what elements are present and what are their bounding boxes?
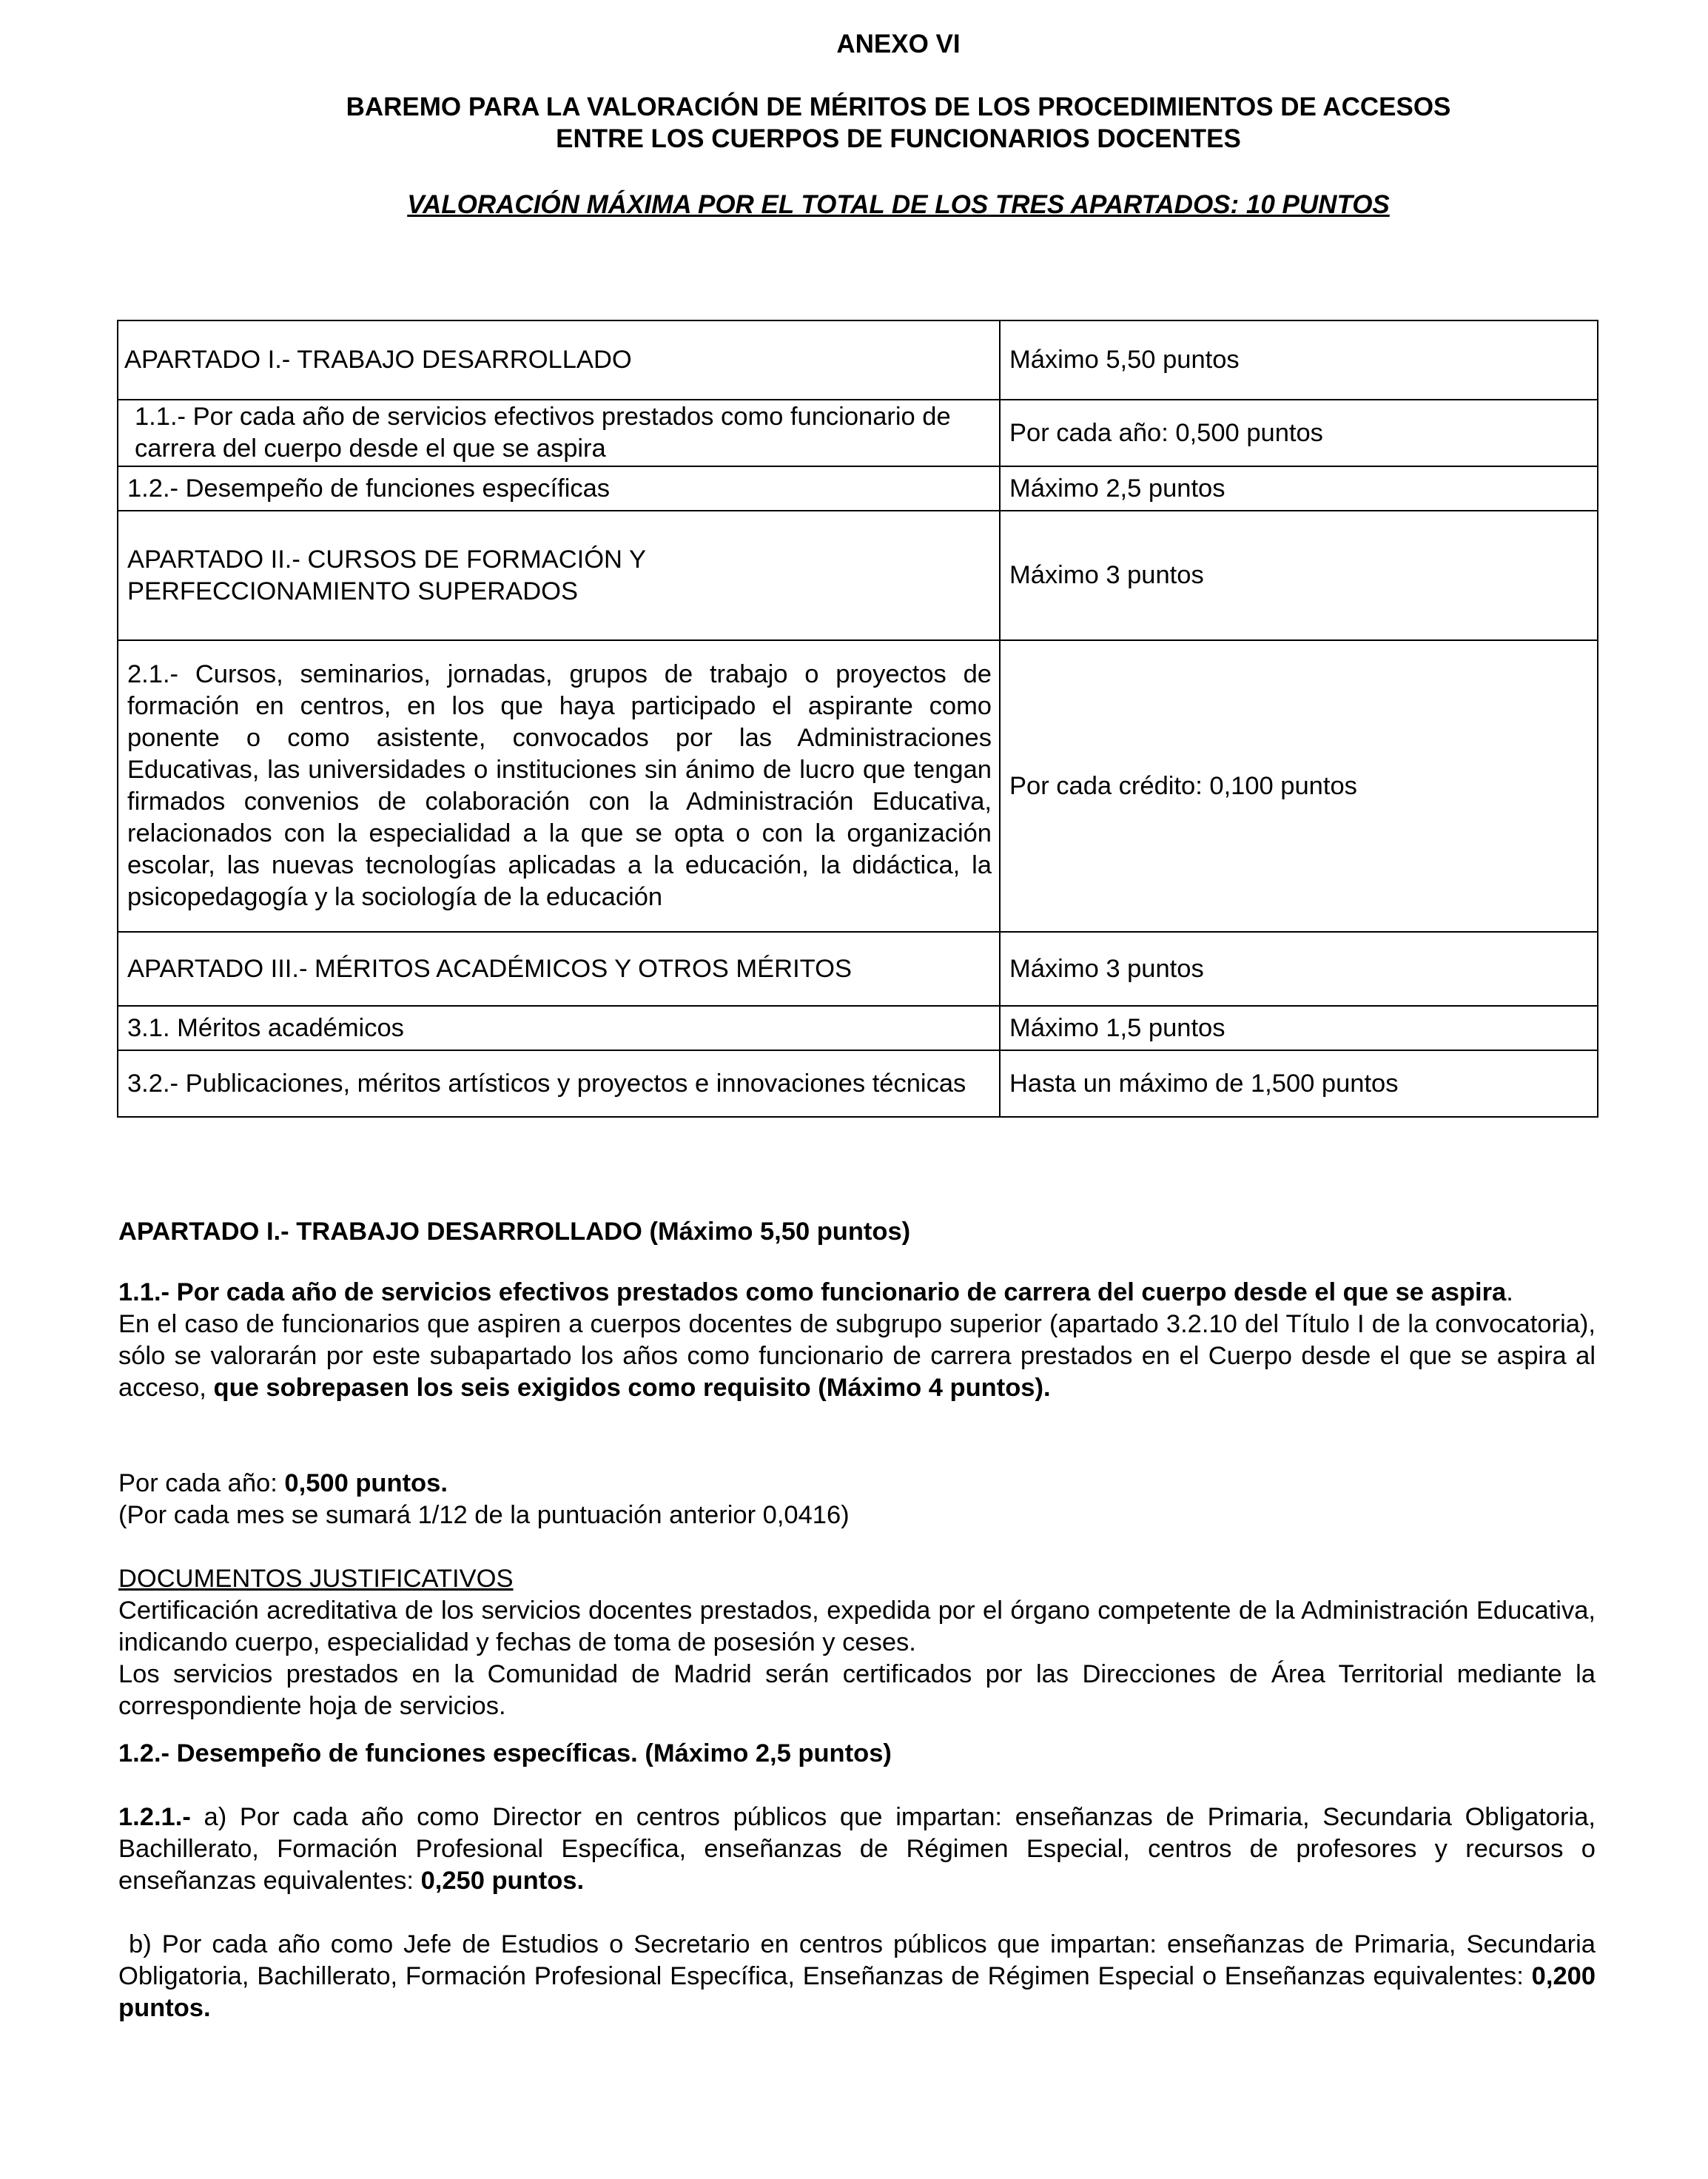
subsection-1-2-1-label: 1.2.1.- bbox=[118, 1803, 191, 1831]
table-cell-section: 3.2.- Publicaciones, méritos artísticos y proyectos e innovaciones técnicas bbox=[118, 1050, 1000, 1117]
subsection-1-2-1-a bbox=[118, 1802, 1596, 1897]
baremo-title-line-1: BAREMO PARA LA VALORACIÓN DE MÉRITOS DE LOS PROCEDIMIENTOS DE ACCESOS bbox=[346, 93, 1451, 121]
table-cell-points: Por cada año: 0,500 puntos bbox=[1000, 400, 1598, 466]
docs-text-1: Certificación acreditativa de los servicios docentes prestados, expedida por el órgano competente de la Administración Educativa, indicando cuerpo, especialidad y fechas de toma de posesión y ceses. bbox=[118, 1597, 1596, 1656]
subsection-1-2-heading: 1.2.- Desempeño de funciones específicas. (Máximo 2,5 puntos) bbox=[118, 1739, 892, 1767]
table-cell-section: 2.1.- Cursos, seminarios, jornadas, grupos de trabajo o proyectos de formación en centros, en los que haya participado el aspirante como ponente o como asistente, convocados por las Administraciones Educativas, las universidades o instituciones sin ánimo de lucro que tengan firmados convenios de colaboración con la Administración Educativa, relacionados con la especialidad a la que se opta o con la organización escolar, las nuevas tecnologías aplicadas a la educación, la didáctica, la psicopedagogía y la sociología de la educación bbox=[118, 640, 1000, 932]
table-cell-points: Máximo 3 puntos bbox=[1000, 932, 1598, 1006]
per-year-value: 0,500 puntos. bbox=[284, 1469, 448, 1497]
subsection-1-2-1-b bbox=[118, 1929, 1596, 2024]
subsection-1-1-text bbox=[118, 1309, 1596, 1404]
subsection-1-1-heading: 1.1.- Por cada año de servicios efectivos prestados como funcionario de carrera del cuerpo desde el que se aspira. bbox=[118, 1278, 1513, 1306]
table-row bbox=[118, 1050, 1598, 1117]
table-cell-points: Máximo 2,5 puntos bbox=[1000, 466, 1598, 511]
table-cell-points: Máximo 5,50 puntos bbox=[1000, 320, 1598, 400]
table-cell-section: 1.1.- Por cada año de servicios efectivos prestados como funcionario de carrera del cuerpo desde el que se aspira bbox=[118, 400, 1000, 466]
subsection-1-1-text-bold: que sobrepasen los seis exigidos como requisito (Máximo 4 puntos). bbox=[213, 1374, 1051, 1402]
table-row bbox=[118, 1006, 1598, 1050]
table-row bbox=[118, 466, 1598, 511]
subsection-1-2-1-a-value: 0,250 puntos. bbox=[420, 1867, 585, 1895]
table-cell-section: APARTADO III.- MÉRITOS ACADÉMICOS Y OTROS MÉRITOS bbox=[118, 932, 1000, 1006]
table-row bbox=[118, 932, 1598, 1006]
table-cell-section: APARTADO II.- CURSOS DE FORMACIÓN Y PERFECCIONAMIENTO SUPERADOS bbox=[118, 511, 1000, 640]
summary-table bbox=[117, 320, 1598, 1118]
subsection-1-1-heading-text: 1.1.- Por cada año de servicios efectivos prestados como funcionario de carrera del cuerpo desde el que se aspira bbox=[118, 1278, 1507, 1306]
subsection-1-1-text-body: En el caso de funcionarios que aspiren a cuerpos docentes de subgrupo superior (apartado 3.2.10 del Título I de la convocatoria), sólo se valorarán por este subapartado los años como funcionario de carrera prestados en el Cuerpo desde el que se aspira al acceso, bbox=[118, 1310, 1596, 1402]
table-cell-section: 1.2.- Desempeño de funciones específicas bbox=[118, 466, 1000, 511]
table-cell-section: 3.1. Méritos académicos bbox=[118, 1006, 1000, 1050]
section-1-heading: APARTADO I.- TRABAJO DESARROLLADO (Máximo 5,50 puntos) bbox=[118, 1218, 911, 1246]
table-row bbox=[118, 640, 1598, 932]
subsection-1-2-1-b-value: 0,200 puntos. bbox=[118, 1962, 1596, 2022]
table-cell-points: Máximo 1,5 puntos bbox=[1000, 1006, 1598, 1050]
table-cell-points: Máximo 3 puntos bbox=[1000, 511, 1598, 640]
subsection-1-1 bbox=[118, 1277, 1596, 1404]
annex-title: ANEXO VI bbox=[836, 30, 961, 58]
docs-heading: DOCUMENTOS JUSTIFICATIVOS bbox=[118, 1565, 514, 1593]
per-year-label: Por cada año: bbox=[118, 1469, 278, 1497]
max-total-heading: VALORACIÓN MÁXIMA POR EL TOTAL DE LOS TRES APARTADOS: 10 PUNTOS bbox=[407, 190, 1390, 219]
per-year-line bbox=[118, 1468, 1596, 1500]
table-row bbox=[118, 400, 1598, 466]
table-cell-points: Hasta un máximo de 1,500 puntos bbox=[1000, 1050, 1598, 1117]
subsection-1-2-1-a-text: a) Por cada año como Director en centros públicos que impartan: enseñanzas de Primaria, Secundaria Obligatoria, Bachillerato, Formación Profesional Específica, enseñanzas de Régimen Especial, centros de profesores y recursos o enseñanzas equivalentes: bbox=[118, 1803, 1596, 1895]
baremo-title bbox=[0, 91, 1708, 155]
subsection-1-2-1-b-text: b) Por cada año como Jefe de Estudios o Secretario en centros públicos que impartan: enseñanzas de Primaria, Secundaria Obligatoria, Bachillerato, Formación Profesional Específica, Enseñanzas de Régimen Especial o Enseñanzas equivalentes: bbox=[118, 1930, 1596, 1990]
table-row bbox=[118, 320, 1598, 400]
per-month-line: (Por cada mes se sumará 1/12 de la puntuación anterior 0,0416) bbox=[118, 1501, 850, 1529]
table-row bbox=[118, 511, 1598, 640]
table-cell-points: Por cada crédito: 0,100 puntos bbox=[1000, 640, 1598, 932]
baremo-title-line-2: ENTRE LOS CUERPOS DE FUNCIONARIOS DOCENTES bbox=[556, 124, 1241, 153]
table-cell-section: APARTADO I.- TRABAJO DESARROLLADO bbox=[118, 320, 1000, 400]
docs-text-2: Los servicios prestados en la Comunidad de Madrid serán certificados por las Direcciones de Área Territorial mediante la correspondiente hoja de servicios. bbox=[118, 1660, 1596, 1720]
